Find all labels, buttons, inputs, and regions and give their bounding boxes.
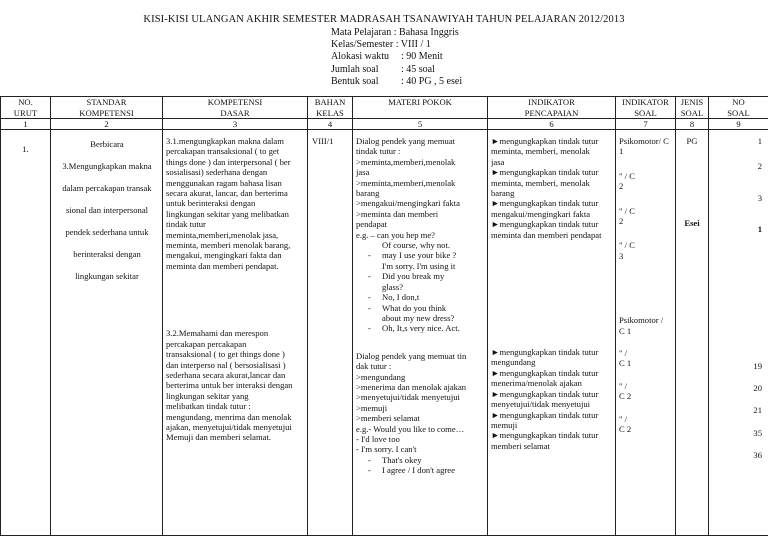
- no-soal-value: 1: [757, 136, 762, 146]
- dialog-text: Did you break my: [382, 271, 445, 282]
- no-soal-value: 20: [753, 383, 762, 394]
- dialog-text: What do you think: [382, 302, 447, 313]
- materi-line: dak tutur :: [356, 361, 392, 372]
- sk-line: sional dan interpersonal: [65, 205, 149, 215]
- indikator-soal-item: [619, 414, 673, 435]
- col-header-kd: KOMPETENSI DASAR: [163, 97, 308, 119]
- dialog-text: That's okey: [382, 454, 422, 465]
- materi-line: >memuji: [356, 402, 388, 413]
- indikator-line: meminta dan memberi pendapat: [491, 229, 602, 240]
- dialog-line: [356, 303, 484, 313]
- sk-line: berinteraksi dengan: [73, 249, 141, 259]
- document-title: KISI-KISI ULANGAN AKHIR SEMESTER MADRASAH TSANAWIYAH TAHUN PELAJARAN 2012/2013: [143, 14, 625, 25]
- dialog-text: may I use your bike ?: [382, 250, 457, 261]
- indikator-soal-b: 2: [619, 216, 624, 227]
- indikator-line: memuji: [491, 419, 518, 430]
- materi-line: >memberi selamat: [356, 413, 420, 424]
- col-header-sk: STANDAR KOMPETENSI: [51, 97, 163, 119]
- materi-line: >mengundang: [356, 371, 406, 382]
- dialog-dash: -: [368, 250, 371, 261]
- kd-line: berterima untuk ber interaksi dengan: [166, 380, 293, 391]
- materi-line: >meminta,memberi,menolak: [356, 177, 456, 188]
- no-soal-value: 36: [753, 450, 762, 461]
- indikator-line: menerima/menolak ajakan: [491, 378, 582, 389]
- dialog-line: [356, 240, 484, 250]
- dialog-dash: -: [368, 302, 371, 313]
- indikator-soal-item: [619, 240, 673, 261]
- kd-line: sosialisasi) sederhana dengan: [166, 167, 268, 178]
- sk-line: pendek sederhana untuk: [65, 227, 149, 237]
- kd-line: Memuji dan memberi selamat.: [166, 432, 272, 443]
- dialog-line: [356, 465, 484, 475]
- indikator-soal-b: C 2: [619, 424, 632, 435]
- kd-line: 3.2.Memahami dan merespon: [166, 328, 269, 339]
- col-number: 6: [488, 119, 616, 130]
- cell-standar-kompetensi: [51, 130, 163, 536]
- cell-kompetensi-dasar: [163, 130, 308, 536]
- kd-2: [163, 271, 307, 442]
- materi-2-dialog: [353, 455, 487, 476]
- dialog-text: Of course, why not.: [382, 240, 451, 251]
- no-soal-value: 1: [757, 224, 762, 235]
- dialog-line: [356, 282, 484, 292]
- indikator-soal-b: 1: [619, 146, 624, 157]
- indikator-soal-b: C 2: [619, 391, 632, 402]
- dialog-text: I agree / I don't agree: [382, 465, 455, 476]
- dialog-dash: [356, 282, 382, 292]
- cell-indikator-soal: [616, 130, 676, 536]
- indikator-soal-a: " / C: [619, 205, 635, 216]
- cell-materi-pokok: [353, 130, 488, 536]
- meta-class: Kelas/Semester : VIII / 1: [331, 39, 431, 51]
- document-meta: [331, 27, 462, 88]
- sk-line: 3.Mengungkapkan makna: [62, 161, 152, 171]
- indikator-soal-item: [619, 206, 673, 227]
- cell-indikator-pencapaian: [488, 130, 616, 536]
- dialog-dash: -: [368, 271, 371, 282]
- dialog-line: [356, 261, 484, 271]
- jenis-esei: Esei: [684, 218, 700, 229]
- meta-form: Bentuk soal : 40 PG , 5 esei: [331, 75, 463, 87]
- materi-line: jasa: [356, 167, 370, 178]
- dialog-text: glass?: [382, 281, 404, 292]
- col-number: 3: [163, 119, 308, 130]
- materi-line: tindak tutur :: [356, 146, 401, 157]
- dialog-dash: -: [368, 454, 371, 465]
- indikator-soal-1: [616, 130, 675, 261]
- col-header-indikator-soal: INDIKATOR SOAL: [616, 97, 676, 119]
- materi-line: pendapat: [356, 219, 388, 230]
- indikator-line: meminta, memberi, menolak: [491, 146, 590, 157]
- col-number: 8: [676, 119, 709, 130]
- indikator-soal-item: [619, 381, 673, 402]
- no-soal-value: 21: [753, 405, 762, 416]
- dialog-line: [356, 250, 484, 260]
- indikator-soal-item: [619, 136, 673, 157]
- indikator-soal-a: " /: [619, 348, 628, 359]
- indikator-line: ►mengungkapkan tindak tutur: [491, 198, 599, 209]
- materi-line: barang: [356, 188, 380, 199]
- table-row: [1, 130, 768, 536]
- dialog-dash: [356, 240, 382, 250]
- dialog-dash: [356, 313, 382, 323]
- indikator-line: mengundang: [491, 357, 536, 368]
- meta-subject: Mata Pelajaran : Bahasa Inggris: [331, 27, 459, 38]
- indikator-soal-b: 2: [619, 181, 624, 192]
- kd-line: mengakui, mengingkari fakta dan: [166, 250, 282, 261]
- indikator-line: memberi selamat: [491, 440, 550, 451]
- kd-line: percakapan percakapan: [166, 338, 247, 349]
- indikator-line: ►mengungkapkan tindak tutur: [491, 430, 599, 441]
- materi-line: >meminta,memberi,menolak: [356, 156, 456, 167]
- no-soal-1: [709, 130, 768, 235]
- jenis-pg: PG: [686, 136, 698, 146]
- indikator-soal-2: [616, 261, 675, 434]
- kd-line: dan interperso nal ( bersosialisasi ): [166, 359, 286, 370]
- cell-no: 1.: [1, 130, 51, 536]
- col-number: 4: [308, 119, 353, 130]
- dialog-line: [356, 323, 484, 333]
- col-header-no: NO. URUT: [1, 97, 51, 119]
- materi-line: Dialog pendek yang memuat tin: [356, 350, 467, 361]
- col-header-materi: MATERI POKOK: [353, 97, 488, 119]
- materi-line: - I'm sorry. I can't: [356, 444, 417, 455]
- col-number: 5: [353, 119, 488, 130]
- indikator-soal-item: [619, 348, 673, 369]
- dialog-line: [356, 455, 484, 465]
- dialog-line: [356, 292, 484, 302]
- indikator-line: ►mengungkapkan tindak tutur: [491, 167, 599, 178]
- kd-line: meminta dan memberi pendapat.: [166, 260, 279, 271]
- indikator-soal-a: " /: [619, 413, 628, 424]
- indikator-1: [488, 130, 615, 240]
- kd-1: [163, 130, 307, 271]
- sk-line: lingkungan sekitar: [75, 271, 139, 281]
- indikator-soal-item: [619, 315, 673, 336]
- materi-1: [353, 130, 487, 240]
- indikator-line: menyetujui/tidak menyetujui: [491, 399, 591, 410]
- kd-line: sederhana secara akurat,lancar dan: [166, 369, 286, 380]
- indikator-soal-a: " /: [619, 380, 628, 391]
- meta-count: Jumlah soal : 45 soal: [331, 63, 435, 75]
- kd-line: things done ) dan interpersonal ( ber: [166, 156, 291, 167]
- dialog-line: [356, 271, 484, 281]
- cell-no-soal: [709, 130, 768, 536]
- materi-line: e.g.- Would you like to come…: [356, 423, 465, 434]
- materi-line: - I'd love too: [356, 433, 400, 444]
- indikator-soal-a: " / C: [619, 170, 635, 181]
- no-soal-2: [709, 235, 768, 461]
- kd-line: tindak tutur: [166, 219, 206, 230]
- indikator-line: jasa: [491, 156, 505, 167]
- kd-line: meminta,memberi,menolak jasa,: [166, 229, 279, 240]
- header-row: [1, 97, 768, 119]
- indikator-soal-a: " / C: [619, 240, 635, 251]
- materi-line: >meminta dan memberi: [356, 208, 439, 219]
- col-number: 2: [51, 119, 163, 130]
- dialog-text: No, I don,t: [382, 292, 420, 303]
- col-header-kelas: BAHAN KELAS: [308, 97, 353, 119]
- indikator-2: [488, 240, 615, 451]
- kd-line: 3.1.mengungkapkan makna dalam: [166, 136, 284, 146]
- indikator-line: ►mengungkapkan tindak tutur: [491, 409, 599, 420]
- materi-line: >mengakui/mengingkari fakta: [356, 198, 460, 209]
- indikator-soal-a: Psikomotor /: [619, 315, 664, 326]
- indikator-line: meminta, memberi, menolak: [491, 177, 590, 188]
- indikator-soal-b: C 1: [619, 358, 632, 369]
- col-number: 1: [1, 119, 51, 130]
- kd-line: percakapan transaksional ( to get: [166, 146, 280, 157]
- cell-kelas: VIII/1: [308, 130, 353, 536]
- kd-line: melibatkan tindak tutur :: [166, 401, 251, 412]
- col-header-no-soal: NO SOAL: [709, 97, 768, 119]
- cell-jenis-soal: [676, 130, 709, 536]
- indikator-soal-a: Psikomotor/ C: [619, 136, 669, 146]
- indikator-soal-b: C 1: [619, 325, 632, 336]
- dialog-text: I'm sorry. I'm using it: [382, 260, 456, 271]
- materi-line: Dialog pendek yang memuat: [356, 136, 456, 146]
- kd-line: lingkungan sekitar yang melibatkan: [166, 208, 289, 219]
- sk-line: dalam percakapan transak: [62, 183, 152, 193]
- indikator-line: ►mengungkapkan tindak tutur: [491, 219, 599, 230]
- no-soal-value: 19: [753, 360, 762, 371]
- dialog-line: [356, 313, 484, 323]
- dialog-text: Oh, It,s very nice. Act.: [382, 323, 460, 334]
- kd-line: lingkungan sekitar yang: [166, 390, 249, 401]
- kd-line: menggunakan ragam bahasa lisan: [166, 177, 282, 188]
- indikator-line: ►mengungkapkan tindak tutur: [491, 367, 599, 378]
- kd-line: ajakan, menyetujui/tidak menyetujui: [166, 421, 292, 432]
- materi-1-dialog: [353, 240, 487, 334]
- no-soal-value: 2: [757, 161, 762, 172]
- kd-line: transaksional ( to get things done ): [166, 349, 285, 360]
- dialog-dash: -: [368, 465, 371, 476]
- indikator-line: ►mengungkapkan tindak tutur: [491, 136, 599, 146]
- indikator-line: mengakui/mengingkari fakta: [491, 208, 591, 219]
- sk-line: Berbicara: [90, 139, 124, 149]
- indikator-line: barang: [491, 188, 515, 199]
- dialog-dash: [356, 261, 382, 271]
- col-number: 9: [709, 119, 768, 130]
- indikator-soal-b: 3: [619, 250, 624, 261]
- column-number-row: [1, 119, 768, 130]
- kisi-kisi-table: [0, 96, 768, 536]
- no-soal-value: 35: [753, 427, 762, 438]
- materi-line: >menerima dan menolak ajakan: [356, 381, 467, 392]
- kd-line: meminta, memberi menolak barang,: [166, 240, 291, 251]
- col-header-jenis: JENIS SOAL: [676, 97, 709, 119]
- kd-line: secara akurat, lancar, dan berterima: [166, 188, 288, 199]
- indikator-soal-item: [619, 171, 673, 192]
- kd-line: mengundang, menrima dan menolak: [166, 411, 292, 422]
- indikator-line: ►mengungkapkan tindak tutur: [491, 388, 599, 399]
- materi-line: e.g. – can you hep me?: [356, 229, 435, 240]
- no-soal-value: 3: [757, 192, 762, 203]
- col-number: 7: [616, 119, 676, 130]
- sk-list: [51, 130, 162, 287]
- materi-2: [353, 334, 487, 455]
- dialog-dash: -: [368, 323, 371, 334]
- meta-time: Alokasi waktu : 90 Menit: [331, 51, 443, 63]
- dialog-text: about my new dress?: [382, 312, 455, 323]
- col-header-indikator: INDIKATOR PENCAPAIAN: [488, 97, 616, 119]
- indikator-line: ►mengungkapkan tindak tutur: [491, 347, 599, 358]
- materi-line: >menyetujui/tidak menyetujui: [356, 392, 460, 403]
- dialog-dash: -: [368, 292, 371, 303]
- kd-line: untuk berinteraksi dengan: [166, 198, 256, 209]
